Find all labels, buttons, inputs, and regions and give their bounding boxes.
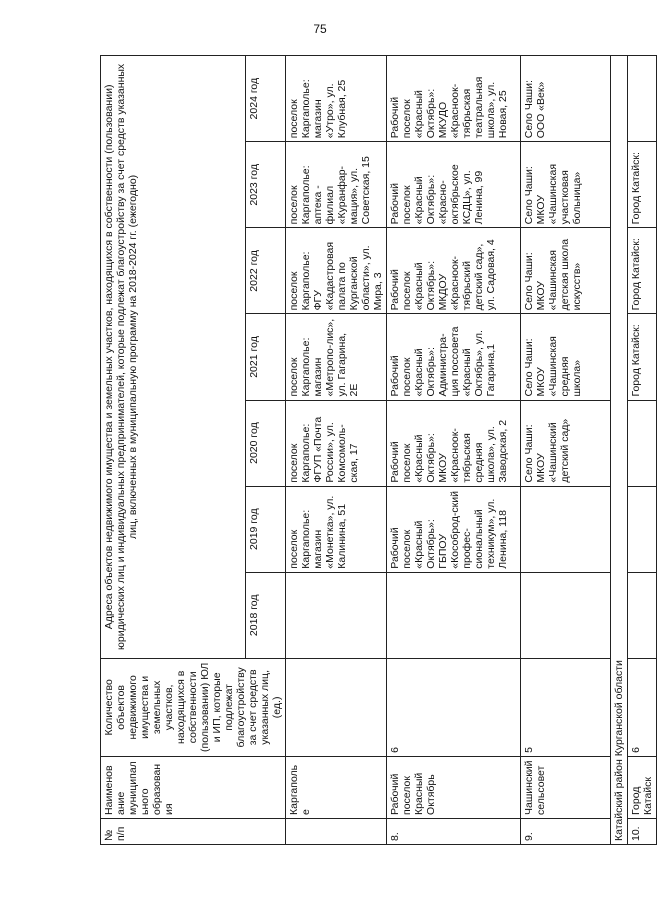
header-year: 2024 год (245, 56, 285, 142)
header-name: Наименование муниципального образования (101, 756, 286, 818)
row-cell (286, 572, 387, 658)
row-cell: Село Чаши: МКОУ «Чашинский детский сад» (521, 400, 611, 486)
row-cell: поселок Каргаполье: магазин «Метропо-лис», ул. Гагарина, 2Е (286, 314, 387, 400)
header-year: 2022 год (245, 228, 285, 314)
header-num: № п/п (101, 818, 286, 844)
row-cell: поселок Каргаполье: аптека - филиал «Куранфар-мация», ул. Советская, 15 (286, 142, 387, 228)
row-name: Чашинский сельсовет (521, 756, 611, 818)
row-cell: поселок Каргаполье: магазин «Утро», ул. Клубная, 25 (286, 56, 387, 142)
row-num (286, 818, 387, 844)
header-row-1 (101, 56, 246, 845)
header-year: 2020 год (245, 400, 285, 486)
table-row (521, 56, 611, 845)
row-cell: Село Чаши: МКОУ «Чашинская детская школа искусств» (521, 228, 611, 314)
row-cell: Рабочий поселок «Красный Октябрь»: МКУДО «Красноок-тябрьская театральная школа», ул. Новая, 25 (387, 56, 521, 142)
row-count (286, 658, 387, 756)
header-year: 2018 год (245, 572, 285, 658)
row-num: 9. (521, 818, 611, 844)
row-cell (521, 486, 611, 572)
row-cell: Город Катайск: (628, 228, 657, 314)
row-cell (628, 56, 657, 142)
region-title: Катайский район Курганской области (611, 56, 628, 845)
row-cell: Рабочий поселок «Красный Октябрь»: «Красно-октябрьское КСДЦ», ул. Ленина, 99 (387, 142, 521, 228)
region-row (611, 56, 628, 845)
row-cell: Рабочий поселок «Красный Октябрь»: МКДОУ «Красноок-тябрьский детский сад», ул. Садовая, 4 (387, 228, 521, 314)
header-addresses: Адреса объектов недвижимого имущества и земельных участков, находящихся в собственности (пользовании) юридических лиц и индивидуальных предпринимателей, которые подлежат благоустройству за счет средств указанных лиц, включенных в муниципальную программу на 2018-2024 гг. (ежегодно) (101, 56, 246, 659)
row-cell: поселок Каргаполье: ФГУ «Кадастровая палата по Курганской области», ул. Мира, 3 (286, 228, 387, 314)
row-cell: Город Катайск: (628, 314, 657, 400)
header-year: 2021 год (245, 314, 285, 400)
row-cell: Село Чаши: МКОУ «Чашинская средняя школа» (521, 314, 611, 400)
page-number: 75 (313, 22, 327, 36)
row-cell: поселок Каргаполье: магазин «Монетка», ул. Калинина, 51 (286, 486, 387, 572)
row-cell: Рабочий поселок «Красный Октябрь»: ГБПОУ «Кособрод-ский профес-сиональный техникум», ул. Ленина, 118 (387, 486, 521, 572)
row-count: 6 (387, 658, 521, 756)
row-cell (628, 486, 657, 572)
objects-table (100, 55, 657, 845)
row-count: 5 (521, 658, 611, 756)
row-count: 6 (628, 658, 657, 756)
row-name: Рабочий поселок Красный Октябрь (387, 756, 521, 818)
row-cell (387, 572, 521, 658)
row-cell: Рабочий поселок «Красный Октябрь»: МКОУ «Красноок-тябрьская средняя школа», ул. Заводская, 2 (387, 400, 521, 486)
row-cell: Село Чаши: МКОУ «Чашинская участковая больница» (521, 142, 611, 228)
header-count: Количество объектов недвижимого имущества и земельных участков, находящихся в собственности (пользовании) ЮЛ и ИП, которые подлежат благоустройству за счет средств указанных лиц, (ед.) (101, 658, 286, 756)
table-row (628, 56, 657, 845)
table-row (387, 56, 521, 845)
row-num: 10. (628, 818, 657, 844)
row-num: 8. (387, 818, 521, 844)
table-row (286, 56, 387, 845)
row-cell (521, 572, 611, 658)
header-year: 2023 год (245, 142, 285, 228)
header-year: 2019 год (245, 486, 285, 572)
row-cell: Рабочий поселок «Красный Октябрь»: Администра-ция поссовета «Красный Октябрь», ул. Гагарина,1 (387, 314, 521, 400)
row-name: Каргаполье (286, 756, 387, 818)
row-cell: Город Катайск: (628, 142, 657, 228)
rotated-table-wrapper (100, 55, 654, 845)
row-cell: поселок Каргаполье: ФГУП «Почта России», ул. Комсомоль-ская, 17 (286, 400, 387, 486)
row-name: Город Катайск (628, 756, 657, 818)
row-cell (628, 400, 657, 486)
row-cell (628, 572, 657, 658)
row-cell: Село Чаши: ООО «Век» (521, 56, 611, 142)
